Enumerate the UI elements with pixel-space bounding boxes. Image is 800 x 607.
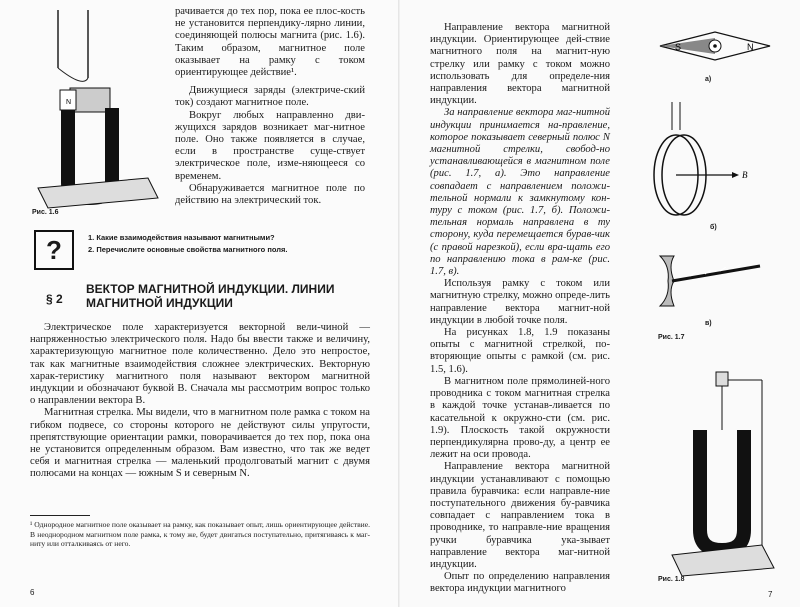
right-paragraph-3: Используя рамку с током или магнитную стрелку, можно опреде-лить направление вектора магнит-ной индукции в любой точке поля. <box>430 278 610 326</box>
right-paragraph-5: В магнитном поле прямолиней-ного проводника с током магнитная стрелка в каждой точке устанав-ливается по касательной к окружно-сти (см. рис. 1.9). Плоскость такой окружности перпендикулярна прово-ду, а центр ее лежит на оси провода. <box>430 375 610 461</box>
right-text <box>430 22 610 596</box>
right-paragraph-7: Опыт по определению направления вектора индукции магнитного <box>430 571 610 595</box>
compass-n-label: N <box>747 42 754 52</box>
svg-text:N: N <box>66 99 72 106</box>
left-body-text <box>30 322 370 481</box>
vector-b-label: B <box>742 170 748 180</box>
body-paragraph-2: Магнитная стрелка. Мы видели, что в магнитном поле рамка с током на гибком подвесе, со стороны которого не действуют силы упругости, препятствующие ориентации рамки, поворачивается до тех пор, пока она не установится определенным образом. Вам известно, что так же ведет себя и магнитная стрелка — маленький продолговатый магнит с двумя полюсами на концах — южным S и северным N. <box>30 407 370 480</box>
right-page <box>400 0 800 607</box>
figure-1-7c-gimlet <box>650 246 770 326</box>
section-number: § 2 <box>46 292 63 306</box>
question-2: 2. Перечислите основные свойства магнитного поля. <box>88 245 288 254</box>
left-paragraph-2: Движущиеся заряды (электриче-ский ток) создают магнитное поле. <box>175 85 365 109</box>
right-paragraph-1: Направление вектора магнитной индукции. Ориентирующее дей-ствие магнитного поля на магнит-ную стрелку или рамку с током можно использовать для определе-ния направления вектора магнитной индукции. <box>430 22 610 107</box>
right-paragraph-2: За направление вектора маг-нитной индукции принимается на-правление, которое показывает северный полюс N магнитной стрелки, свобод-но устанавливающейся в магнитном поле (рис. 1.7, а). Это направление совпадает с направлением положи-тельной нормали к замкнутому кон-туру с током (рис. 1.7, б). Положи-тельная нормаль направлена в ту сторону, куда перемещается бурав-чик (с правой нарезкой), если вра-щать его по направлению тока в рам-ке (рис. 1.7, в). <box>430 107 610 278</box>
right-paragraph-6: Направление вектора магнитной индукции устанавливают с помощью правила буравчика: если направле-ние поступательного движения бу-равчика совпадает с направлением тока в проводнике, то направле-ние вращения ручки буравчика ука-зывает направление вектора маг-нитной индукции. <box>430 461 610 570</box>
question-1: 1. Какие взаимодействия называют магнитными? <box>88 233 275 242</box>
figure-1-6-caption: Рис. 1.6 <box>32 209 59 216</box>
figure-1-7b-loop <box>632 100 772 220</box>
page-number-left: 6 <box>30 588 35 597</box>
compass-s-label: S <box>675 42 682 52</box>
section-title: ВЕКТОР МАГНИТНОЙ ИНДУКЦИИ. ЛИНИИ МАГНИТНОЙ ИНДУКЦИИ <box>86 282 335 310</box>
figure-1-7c-label: в) <box>705 320 712 327</box>
body-paragraph-1: Электрическое поле характеризуется векторной вели-чиной — напряженностью электрического поля. Надо бы ввести также и величину, характеризующую магнитное поле количественно. Дело это непростое, так как магнитные взаимодействия сложнее электрических. Векторную харак-теристику магнитного поля называют вектором магнитной индукции и обозначают буквой B. Сначала мы рассмотрим вопрос только о направлении вектора B. <box>30 322 370 407</box>
figure-1-7a-label: а) <box>705 76 712 83</box>
left-paragraph-4: Обнаруживается магнитное поле по действию на электрический ток. <box>175 182 365 207</box>
right-paragraph-4: На рисунках 1.8, 1.9 показаны опыты с магнитной стрелкой, по-вторяющие опыты с рамкой (см. рис. 1.5, 1.6). <box>430 327 610 375</box>
figure-1-7b-label: б) <box>710 224 717 231</box>
left-top-text <box>175 6 365 207</box>
figure-1-7a-compass <box>655 24 775 84</box>
left-paragraph-3: Вокруг любых направленно дви-жущихся зарядов возникает маг-нитное поле. Оно также появляется в случае, если в пространстве суще-ствует электрическое поле, изме-няющееся со временем. <box>175 109 365 182</box>
footnote: ¹ Однородное магнитное поле оказывает на рамку, как показывает опыт, лишь ориентирующее действие. В неоднородном магнитном поле рамка, к тому же, будет двигаться поступательно, притягиваясь к маг-ниту или отталкиваясь от него. <box>30 520 370 548</box>
figure-1-8-caption: Рис. 1.8 <box>658 576 685 583</box>
page-number-right: 7 <box>768 590 773 599</box>
footnote-rule <box>30 515 90 516</box>
review-questions <box>88 232 348 256</box>
figure-1-8 <box>662 370 782 580</box>
question-mark-icon: ? <box>34 230 74 270</box>
figure-1-6 <box>28 8 168 218</box>
figure-1-7-caption: Рис. 1.7 <box>658 334 685 341</box>
left-paragraph-1: рачивается до тех пор, пока ее плос-кость не установится перпендику-лярно линии, соединяющей полюсы магнита (рис. 1.6). Таким образом, магнитное поле оказывает на рамку с током ориентирующее действие¹. <box>175 6 365 79</box>
